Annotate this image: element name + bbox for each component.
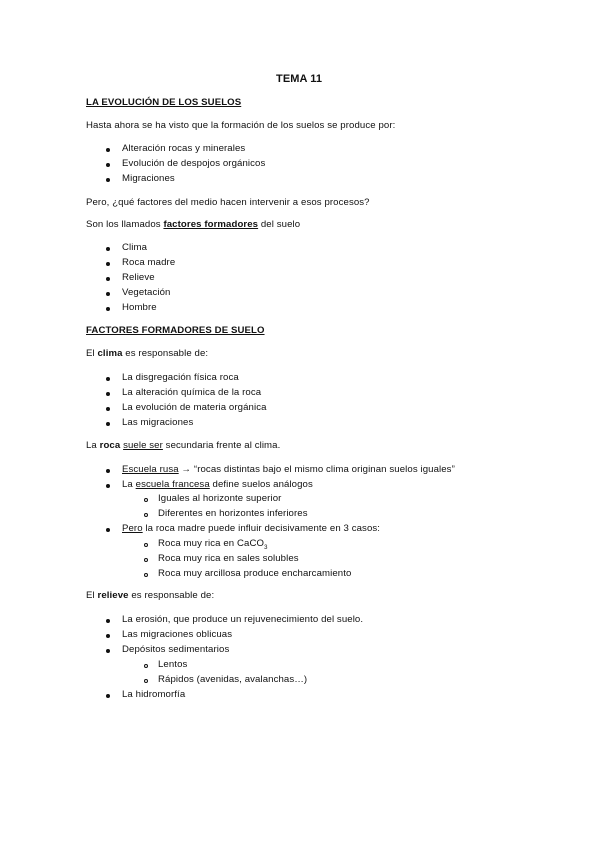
list-item: Hombre <box>122 302 157 313</box>
circle-bullet-icon <box>144 558 148 562</box>
bullet-icon <box>106 484 110 488</box>
page-title: TEMA 11 <box>276 73 323 85</box>
section-heading-factores: FACTORES FORMADORES DE SUELO <box>86 325 265 336</box>
sub-list-item: Iguales al horizonte superior <box>158 493 282 504</box>
bullet-icon <box>106 163 110 167</box>
paragraph-factors: Son los llamados factores formadores del suelo <box>86 219 301 230</box>
list-item: Evolución de despojos orgánicos <box>122 158 266 169</box>
sub-list-item: Roca muy rica en CaCO$_3$ <box>158 538 268 551</box>
keyword-relieve: relieve <box>97 590 129 601</box>
paragraph-clima: El clima es responsable de: <box>86 348 209 359</box>
bullet-icon <box>106 422 110 426</box>
list-item: Vegetación <box>122 287 171 298</box>
circle-bullet-icon <box>144 679 148 683</box>
circle-bullet-icon <box>144 664 148 668</box>
paragraph-question: Pero, ¿qué factores del medio hacen intervenir a esos procesos? <box>86 197 370 208</box>
list-item: La erosión, que produce un rejuvenecimiento del suelo. <box>122 614 364 625</box>
bullet-icon <box>106 649 110 653</box>
sub-list-item: Diferentes en horizontes inferiores <box>158 508 308 519</box>
section-heading-evolucion: LA EVOLUCIÓN DE LOS SUELOS <box>86 97 242 108</box>
bullet-icon <box>106 407 110 411</box>
keyword-clima: clima <box>97 348 123 359</box>
bullet-icon <box>106 619 110 623</box>
circle-bullet-icon <box>144 573 148 577</box>
bullet-icon <box>106 178 110 182</box>
paragraph-roca: La roca suele ser secundaria frente al clima. <box>86 440 281 451</box>
bullet-icon <box>106 469 110 473</box>
list-item: Relieve <box>122 272 155 283</box>
sub-list-item: Rápidos (avenidas, avalanchas…) <box>158 674 308 685</box>
sub-list-item: Roca muy rica en sales solubles <box>158 553 299 564</box>
keyword-factores: factores formadores <box>163 219 259 230</box>
paragraph-intro: Hasta ahora se ha visto que la formación de los suelos se produce por: <box>86 120 396 131</box>
sub-list-item: Roca muy arcillosa produce encharcamiento <box>158 568 352 579</box>
bullet-icon <box>106 148 110 152</box>
list-item: Escuela rusa → “rocas distintas bajo el mismo clima originan suelos iguales” <box>122 464 455 475</box>
list-item: La disgregación física roca <box>122 372 239 383</box>
bullet-icon <box>106 377 110 381</box>
circle-bullet-icon <box>144 513 148 517</box>
list-item: Pero la roca madre puede influir decisivamente en 3 casos: <box>122 523 381 534</box>
bullet-icon <box>106 528 110 532</box>
bullet-icon <box>106 247 110 251</box>
bullet-icon <box>106 634 110 638</box>
bullet-icon <box>106 694 110 698</box>
bullet-icon <box>106 262 110 266</box>
list-item: La alteración química de la roca <box>122 387 262 398</box>
circle-bullet-icon <box>144 498 148 502</box>
bullet-icon <box>106 292 110 296</box>
list-item: Clima <box>122 242 148 253</box>
list-item: Depósitos sedimentarios <box>122 644 230 655</box>
circle-bullet-icon <box>144 543 148 547</box>
list-item: Las migraciones <box>122 417 194 428</box>
bullet-icon <box>106 392 110 396</box>
list-item: Migraciones <box>122 173 175 184</box>
sub-list-item: Lentos <box>158 659 188 670</box>
list-item: La evolución de materia orgánica <box>122 402 267 413</box>
list-item: Roca madre <box>122 257 176 268</box>
keyword-roca: roca <box>99 440 121 451</box>
paragraph-relieve: El relieve es responsable de: <box>86 590 215 601</box>
list-item: Alteración rocas y minerales <box>122 143 246 154</box>
list-item: Las migraciones oblicuas <box>122 629 233 640</box>
list-item: La hidromorfía <box>122 689 186 700</box>
list-item: La escuela francesa define suelos análogos <box>122 479 313 490</box>
bullet-icon <box>106 277 110 281</box>
bullet-icon <box>106 307 110 311</box>
